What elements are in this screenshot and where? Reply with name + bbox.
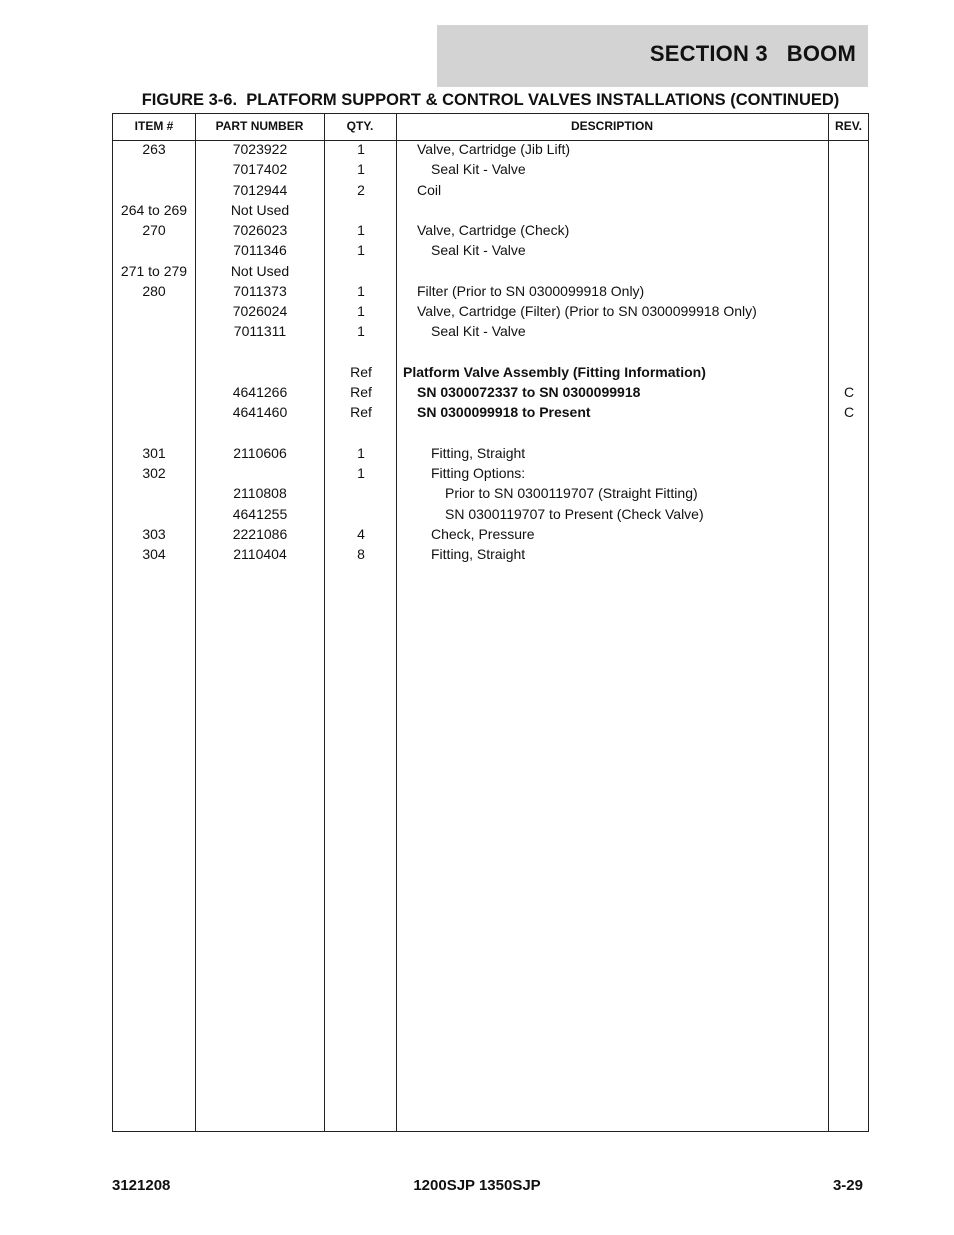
quantity: 1 xyxy=(357,282,365,299)
quantity: 4 xyxy=(357,525,365,542)
section-header-box xyxy=(437,25,868,87)
table-row xyxy=(113,222,868,242)
part-number: 2110606 xyxy=(233,444,287,461)
quantity: Ref xyxy=(350,363,372,380)
table-row xyxy=(113,445,868,465)
figure-title: FIGURE 3-6. PLATFORM SUPPORT & CONTROL VALVES INSTALLATIONS (CONTINUED) xyxy=(141,91,840,109)
table-row xyxy=(113,161,868,181)
table-row xyxy=(113,283,868,303)
item-number: 271 to 279 xyxy=(120,262,188,279)
table-row xyxy=(113,141,868,161)
table-row xyxy=(113,323,868,343)
table-row xyxy=(113,425,868,445)
quantity: 1 xyxy=(357,323,365,340)
item-number: 304 xyxy=(142,546,166,562)
header-rev: REV. xyxy=(835,119,862,133)
part-number: Not Used xyxy=(230,201,290,218)
header-part-number: PART NUMBER xyxy=(215,119,304,133)
item-number: 280 xyxy=(142,282,166,299)
table-row xyxy=(113,384,868,404)
description: Filter (Prior to SN 0300099918 Only) xyxy=(417,282,645,299)
table-row xyxy=(113,465,868,485)
header-qty: QTY. xyxy=(346,119,374,133)
quantity: 1 xyxy=(357,242,365,259)
table-row xyxy=(113,344,868,364)
footer-doc-number: 3121208 xyxy=(112,1177,171,1194)
item-number: 303 xyxy=(142,525,166,542)
section-title: SECTION 3 BOOM xyxy=(649,41,856,66)
description: Check, Pressure xyxy=(431,525,535,542)
quantity: 2 xyxy=(357,181,365,198)
description: SN 0300072337 to SN 0300099918 xyxy=(417,384,641,400)
item-number: 270 xyxy=(142,222,166,238)
quantity: 1 xyxy=(357,141,365,157)
table-row xyxy=(113,242,868,262)
quantity: 1 xyxy=(357,444,365,461)
table-row xyxy=(113,263,868,283)
part-number: 7017402 xyxy=(232,161,288,178)
part-number: 7011346 xyxy=(233,242,287,259)
table-row xyxy=(113,546,868,566)
table-row xyxy=(113,526,868,546)
part-number: 2110404 xyxy=(233,546,287,562)
parts-table xyxy=(112,113,869,1132)
table-row xyxy=(113,182,868,202)
description: Platform Valve Assembly (Fitting Information) xyxy=(403,363,706,380)
part-number: 7011373 xyxy=(233,282,287,299)
quantity: Ref xyxy=(350,384,372,400)
quantity: 1 xyxy=(357,303,365,319)
part-number: 2110808 xyxy=(233,485,287,502)
description: Valve, Cartridge (Jib Lift) xyxy=(417,141,571,157)
description: Fitting, Straight xyxy=(431,546,526,562)
description: Seal Kit - Valve xyxy=(431,242,526,259)
table-body xyxy=(113,141,868,566)
part-number: Not Used xyxy=(230,262,290,279)
quantity: 8 xyxy=(357,546,365,562)
header-item: ITEM # xyxy=(134,119,174,133)
table-row xyxy=(113,303,868,323)
quantity: 1 xyxy=(357,222,365,238)
quantity: 1 xyxy=(357,161,365,178)
description: Coil xyxy=(417,181,442,198)
description: Valve, Cartridge (Filter) (Prior to SN 0300099918 Only) xyxy=(417,303,757,319)
item-number: 263 xyxy=(142,141,166,157)
header-description: DESCRIPTION xyxy=(570,119,653,133)
part-number: 2221086 xyxy=(232,525,288,542)
description: SN 0300099918 to Present xyxy=(417,404,591,421)
part-number: 4641266 xyxy=(232,384,288,400)
description: SN 0300119707 to Present (Check Valve) xyxy=(445,505,704,522)
table-row xyxy=(113,506,868,526)
footer-page-number: 3-29 xyxy=(832,1177,863,1194)
table-row xyxy=(113,485,868,505)
description: Fitting Options: xyxy=(431,465,526,481)
revision: C xyxy=(843,404,855,421)
part-number: 7012944 xyxy=(232,181,288,198)
description: Valve, Cartridge (Check) xyxy=(417,222,570,238)
footer-model: 1200SJP 1350SJP xyxy=(413,1177,541,1194)
description: Fitting, Straight xyxy=(431,444,526,461)
table-row xyxy=(113,364,868,384)
description: Seal Kit - Valve xyxy=(431,323,526,340)
part-number: 7026024 xyxy=(232,303,288,319)
part-number: 7011311 xyxy=(233,323,287,340)
part-number: 4641255 xyxy=(232,505,288,522)
item-number: 301 xyxy=(142,444,166,461)
revision: C xyxy=(843,384,855,400)
item-number: 302 xyxy=(142,465,166,481)
part-number: 4641460 xyxy=(232,404,288,421)
item-number: 264 to 269 xyxy=(120,201,188,218)
quantity: Ref xyxy=(350,404,372,421)
part-number: 7023922 xyxy=(232,141,288,157)
quantity: 1 xyxy=(357,465,365,481)
part-number: 7026023 xyxy=(232,222,288,238)
table-row xyxy=(113,404,868,424)
description: Prior to SN 0300119707 (Straight Fitting) xyxy=(445,485,698,502)
table-row xyxy=(113,202,868,222)
description: Seal Kit - Valve xyxy=(431,161,526,178)
